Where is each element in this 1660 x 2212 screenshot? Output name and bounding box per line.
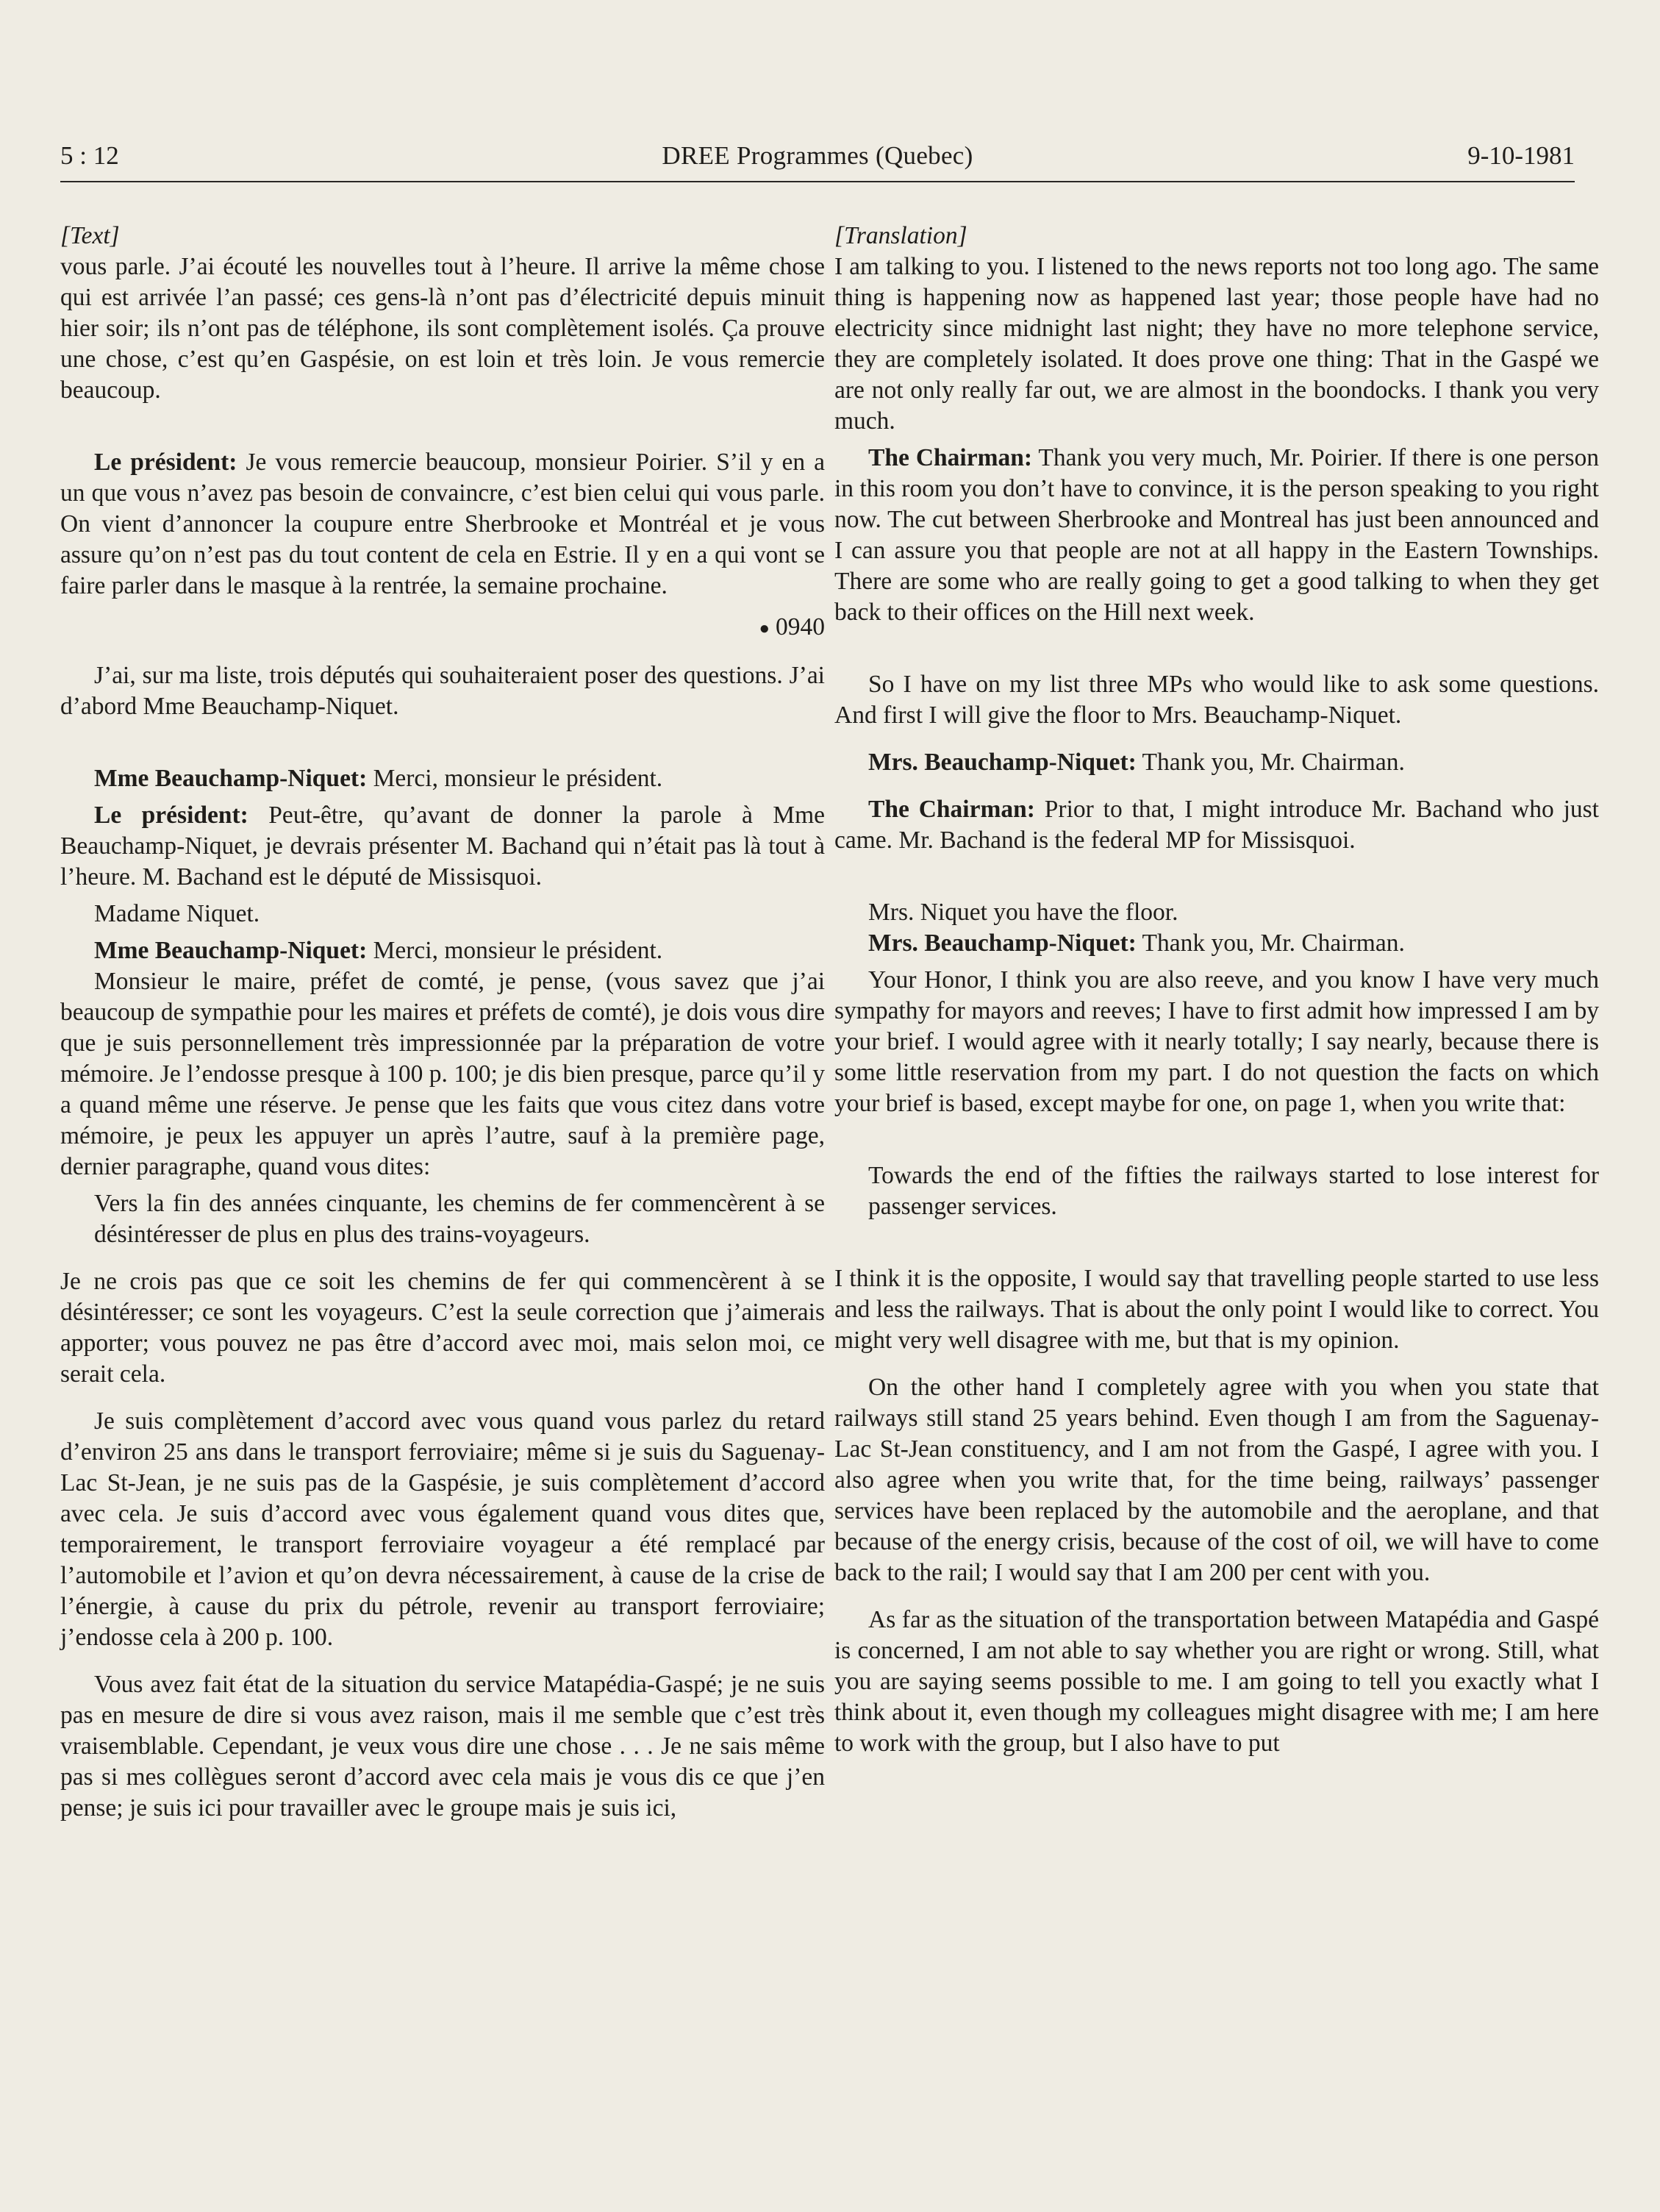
paragraph: vous parle. J’ai écouté les nouvelles tout à l’heure. Il arrive la même chose qui est arrivée l’an passé; ces gens-là n’ont pas d’électricité depuis minuit hier soir; ils n’ont pas de téléphone, ils sont complètement isolés. Ça prouve une chose, c’est qu’en Gaspésie, on est loin et très loin. Je vous remercie beaucoup. bbox=[60, 253, 825, 404]
paragraph: I think it is the opposite, I would say that travelling people started to use less and less the railways. That is about the only point I would like to correct. You might very well disagree with me, but that is my opinion. bbox=[834, 1265, 1599, 1354]
speech-paragraph bbox=[60, 800, 825, 893]
paragraph: Mrs. Niquet you have the floor. bbox=[868, 899, 1178, 926]
speech-paragraph bbox=[60, 763, 825, 794]
speaker-name: Mrs. Beauchamp-Niquet: bbox=[868, 749, 1137, 776]
french-column bbox=[60, 221, 825, 1824]
paragraph: Vous avez fait état de la situation du service Matapédia-Gaspé; je ne suis pas en mesure de dire si vous avez raison, mais il me semble que c’est très vraisemblable. Cependant, je veux vous dire une chose . . . Je ne sais même pas si mes collègues seront d’accord avec cela mais je vous dis ce que j’en pense; je suis ici pour travailler avec le groupe mais je suis ici, bbox=[60, 1671, 825, 1822]
speaker-name: Le président: bbox=[94, 802, 248, 830]
speaker-name: Mme Beauchamp-Niquet: bbox=[94, 937, 368, 965]
paragraph: Monsieur le maire, préfet de comté, je pense, (vous savez que j’ai beaucoup de sympathie pour les maires et préfets de comté), je dois vous dire que je suis personnellement très impressionnée par la préparation de votre mémoire. Je l’endosse presque à 100 p. 100; je dis bien presque, parce qu’il y a quand même une réserve. Je pense que les faits que vous citez dans votre mémoire, je peux les appuyer un après l’autre, sauf à la première page, dernier paragraphe, quand vous dites: bbox=[60, 968, 825, 1181]
paragraph: As far as the situation of the transportation between Matapédia and Gaspé is concerned, I am not able to say whether you are right or wrong. Still, what you are saying seems possible to me. I am going to tell you exactly what I think about it, even though my colleagues might disagree with me; I am here to work with the group, but I also have to put bbox=[834, 1606, 1599, 1757]
paragraph: I am talking to you. I listened to the news reports not too long ago. The same thing is happening now as happened last year; those people have had no electricity since midnight last night; they have no more telephone service, they are completely isolated. It does prove one thing: That in the Gaspé we are not only really far out, we are almost in the boondocks. I thank you very much. bbox=[834, 253, 1599, 435]
speech-text: Peut-être, qu’avant de donner la parole à Mme Beauchamp-Niquet, je devrais présenter M. Bachand qui n’était pas là tout à l’heure. M. Bachand est le député de Missisquoi. bbox=[60, 802, 826, 891]
page-header bbox=[60, 138, 1575, 182]
speech-paragraph bbox=[60, 935, 825, 966]
speaker-name: The Chairman: bbox=[868, 444, 1033, 471]
paragraph: Je suis complètement d’accord avec vous quand vous parlez du retard d’environ 25 ans dans le transport ferroviaire; même si je suis du Saguenay-Lac St-Jean, je ne suis pas de la Gaspésie, je suis complètement d’accord avec cela. Je suis d’accord avec vous également quand vous dites que, temporairement, le transport ferroviaire voyageur a été remplacé par l’automobile et l’avion et qu’on devra nécessairement, à cause de la crise de l’énergie, à cause du prix du pétrole, revenir au transport ferroviaire; j’endosse cela à 200 p. 100. bbox=[60, 1408, 825, 1652]
time-marker bbox=[60, 612, 825, 644]
paragraph: On the other hand I completely agree with you when you state that railways still stand 25 years behind. Even though I am from the Saguenay-Lac St-Jean constituency, and I am not from the Gaspé, I agree with you. I also agree when you write that, for the time being, railways’ passenger services have been replaced by the automobile and the aeroplane, and that because of the energy crisis, because of the cost of oil, we will have to come back to the rail; I would say that I am 200 per cent with you. bbox=[834, 1374, 1599, 1586]
speech-paragraph bbox=[834, 747, 1599, 778]
speech-text: Thank you, Mr. Chairman. bbox=[1136, 749, 1405, 776]
speech-text: Merci, monsieur le président. bbox=[367, 765, 663, 793]
speech-paragraph bbox=[834, 443, 1599, 628]
speech-text: Thank you very much, Mr. Poirier. If there is one person in this room you don’t have to convince, it is the person speaking to you right now. The cut between Sherbrooke and Montreal has just been announced and I can assure you that people are not at all happy in the Eastern Townships. There are some who are really going to get a good talking to when they get back to their offices on the Hill next week. bbox=[834, 444, 1600, 626]
paragraph: Madame Niquet. bbox=[94, 900, 260, 928]
speaker-name: Mme Beauchamp-Niquet: bbox=[94, 765, 368, 793]
block-quote: Towards the end of the fifties the railways started to lose interest for passenger services. bbox=[868, 1162, 1599, 1220]
paragraph: Your Honor, I think you are also reeve, and you know I have very much sympathy for mayors and reeves; I have to first admit how impressed I am by your brief. I would agree with it nearly totally; I say nearly, because there is some little reservation from my part. I do not question the facts on which your brief is based, except maybe for one, on page 1, when you write that: bbox=[834, 966, 1599, 1117]
speech-paragraph bbox=[834, 928, 1599, 959]
speech-text: Prior to that, I might introduce Mr. Bachand who just came. Mr. Bachand is the federal MP for Missisquoi. bbox=[834, 796, 1599, 854]
speech-text: Je vous remercie beaucoup, monsieur Poirier. S’il y en a un que vous n’avez pas besoin de convaincre, c’est bien celui qui vous parle. On vient d’annoncer la coupure entre Sherbrooke et Montréal et je vous assure qu’on n’est pas du tout content de cela en Estrie. Il y en a qui vont se faire parler dans le masque à la rentrée, la semaine prochaine. bbox=[60, 449, 825, 599]
speech-text: Merci, monsieur le président. bbox=[367, 937, 663, 965]
speech-paragraph bbox=[60, 447, 825, 602]
speech-text: Thank you, Mr. Chairman. bbox=[1136, 930, 1405, 957]
translation-label: [Translation] bbox=[834, 222, 967, 249]
english-column bbox=[834, 221, 1599, 1759]
bullet-icon: ● bbox=[759, 619, 770, 639]
running-title: DREE Programmes (Quebec) bbox=[662, 141, 973, 170]
time-marker-value: 0940 bbox=[776, 613, 825, 641]
paragraph: Je ne crois pas que ce soit les chemins de fer qui commencèrent à se désintéresser; ce sont les voyageurs. C’est la seule correction que j’aimerais apporter; vous pouvez ne pas être d’accord avec moi, mais selon moi, ce serait cela. bbox=[60, 1268, 825, 1388]
text-label: [Text] bbox=[60, 222, 120, 249]
page-number: 5 : 12 bbox=[60, 141, 119, 170]
block-quote: Vers la fin des années cinquante, les chemins de fer commencèrent à se désintéresser de plus en plus des trains-voyageurs. bbox=[94, 1190, 825, 1249]
page-date: 9-10-1981 bbox=[1467, 141, 1575, 170]
speaker-name: The Chairman: bbox=[868, 796, 1035, 823]
paragraph: J’ai, sur ma liste, trois députés qui souhaiteraient poser des questions. J’ai d’abord Mme Beauchamp-Niquet. bbox=[60, 662, 825, 721]
speech-paragraph bbox=[834, 794, 1599, 856]
paragraph: So I have on my list three MPs who would like to ask some questions. And first I will give the floor to Mrs. Beauchamp-Niquet. bbox=[834, 671, 1599, 729]
speaker-name: Le président: bbox=[94, 449, 237, 476]
speaker-name: Mrs. Beauchamp-Niquet: bbox=[868, 930, 1137, 957]
